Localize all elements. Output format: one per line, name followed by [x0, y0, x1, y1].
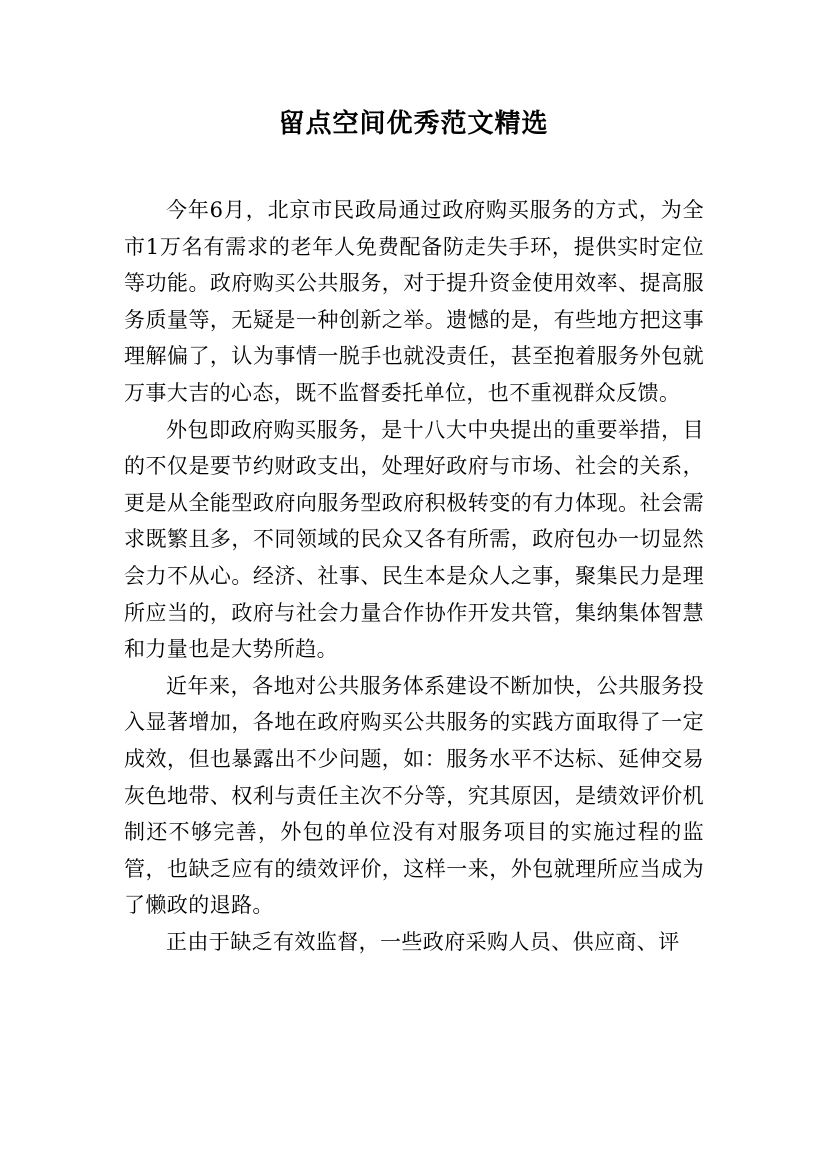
- paragraph-3: 近年来，各地对公共服务体系建设不断加快，公共服务投入显著增加，各地在政府购买公共服务的实践方面取得了一定成效，但也暴露出不少问题，如：服务水平不达标、延伸交易灰色地带、权利与责任主次不分等，究其原因，是绩效评价机制还不够完善，外包的单位没有对服务项目的实施过程的监管，也缺乏应有的绩效评价，这样一来，外包就理所应当成为了懒政的退路。: [124, 673, 704, 918]
- paragraph-2: 外包即政府购买服务，是十八大中央提出的重要举措，目的不仅是要节约财政支出，处理好政府与市场、社会的关系，更是从全能型政府向服务型政府积极转变的有力体现。社会需求既繁且多，不同领域的民众又各有所需，政府包办一切显然会力不从心。经济、社事、民生本是众人之事，聚集民力是理所应当的，政府与社会力量合作协作开发共管，集纳集体智慧和力量也是大势所趋。: [124, 417, 704, 662]
- paragraph-4: 正由于缺乏有效监督，一些政府采购人员、供应商、评: [166, 929, 680, 954]
- document-title: 留点空间优秀范文精选: [278, 109, 549, 139]
- document-body: [124, 192, 704, 960]
- paragraph-1: 今年6月，北京市民政局通过政府购买服务的方式，为全市1万名有需求的老年人免费配备防走失手环，提供实时定位等功能。政府购买公共服务，对于提升资金使用效率、提高服务质量等，无疑是一种创新之举。遗憾的是，有些地方把这事理解偏了，认为事情一脱手也就没责任，甚至抱着服务外包就万事大吉的心态，既不监督委托单位，也不重视群众反馈。: [124, 198, 704, 405]
